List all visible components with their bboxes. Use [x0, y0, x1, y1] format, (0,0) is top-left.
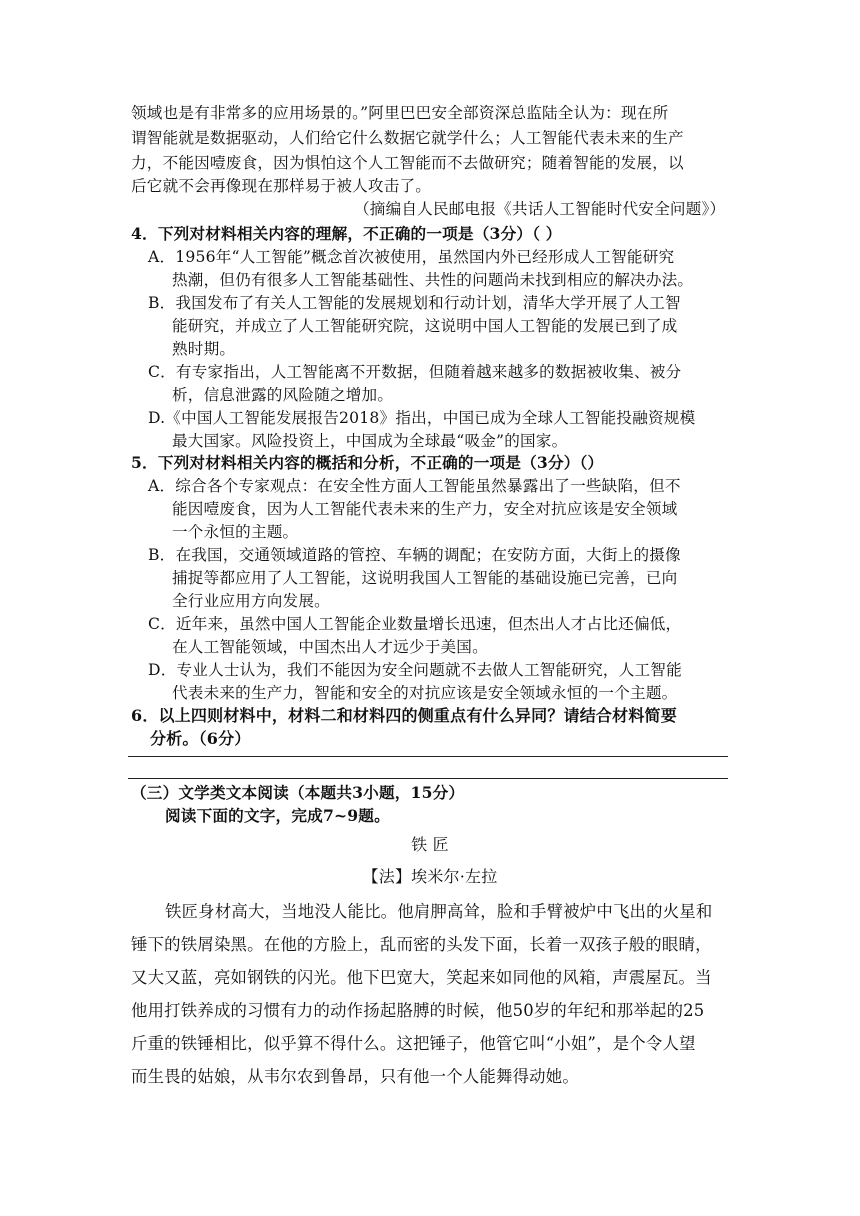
story-author: 【法】埃米尔·左拉 — [362, 867, 498, 886]
story-para-line-3: 又大又蓝，亮如钢铁的闪光。他下巴宽大，笑起来如同他的风箱，声震屋瓦。当 — [131, 968, 712, 987]
q5-option-d-line-2: 代表未来的生产力，智能和安全的对抗应该是安全领域永恒的一个主题。 — [172, 684, 678, 702]
q5-option-a-line-1: A．综合各个专家观点：在安全性方面人工智能虽然暴露出了一些缺陷，但不 — [148, 477, 681, 495]
q5-option-b-line-1: B．在我国，交通领域道路的管控、车辆的调配；在安防方面，大街上的摄像 — [148, 546, 681, 564]
q4-stem: 4．下列对材料相关内容的理解，不正确的一项是（3分）（ ） — [131, 224, 562, 243]
story-para-line-4: 他用打铁养成的习惯有力的动作扬起胳膊的时候，他50岁的年纪和那举起的25 — [131, 1001, 705, 1020]
q4-option-a-line-1: A．1956年“人工智能”概念首次被使用，虽然国内外已经形成人工智能研究 — [148, 248, 675, 266]
story-para-line-1: 铁匠身材高大，当地没人能比。他肩胛高耸，脸和手臂被炉中飞出的火星和 — [165, 902, 713, 921]
story-title: 铁 匠 — [411, 835, 449, 854]
q5-option-b-line-2: 捕捉等都应用了人工智能，这说明我国人工智能的基础设施已完善，已向 — [172, 569, 678, 587]
q5-option-c-line-2: 在人工智能领域，中国杰出人才远少于美国。 — [172, 638, 488, 656]
q6-stem-line-2: 分析。（6分） — [150, 729, 251, 748]
section-divider — [128, 778, 728, 779]
q5-option-d-line-1: D．专业人士认为，我们不能因为安全问题就不去做人工智能研究，人工智能 — [148, 661, 682, 679]
source-citation: （摘编自人民邮电报《共话人工智能时代安全问题》） — [354, 200, 726, 218]
q5-stem: 5．下列对材料相关内容的概括和分析，不正确的一项是（3分）（） — [131, 453, 604, 472]
answer-line[interactable] — [128, 756, 728, 757]
material-tail-line-1: 领域也是有非常多的应用场景的。”阿里巴巴安全部资深总监陆全认为：现在所 — [131, 104, 669, 122]
story-para-line-5: 斤重的铁锤相比，似乎算不得什么。这把锤子，他管它叫“小姐”，是个令人望 — [131, 1034, 696, 1053]
q4-option-a-line-2: 热潮，但仍有很多人工智能基础性、共性的问题尚未找到相应的解决办法。 — [172, 271, 694, 289]
material-tail-line-3: 力，不能因噎废食，因为惧怕这个人工智能而不去做研究；随着智能的发展，以 — [131, 154, 684, 172]
q4-option-c-line-2: 析，信息泄露的风险随之增加。 — [172, 386, 394, 404]
material-tail-line-2: 谓智能就是数据驱动，人们给它什么数据它就学什么；人工智能代表未来的生产 — [131, 129, 684, 147]
section3-heading: （三）文学类文本阅读（本题共3小题，15分） — [131, 783, 465, 802]
q6-stem-line-1: 6．以上四则材料中，材料二和材料四的侧重点有什么异同？请结合材料简要 — [131, 706, 677, 725]
q4-option-c-line-1: C．有专家指出，人工智能离不开数据，但随着越来越多的数据被收集、被分 — [148, 363, 682, 381]
q4-option-d-line-1: D.《中国人工智能发展报告2018》指出，中国已成为全球人工智能投融资规模 — [148, 409, 696, 427]
material-tail-line-4: 后它就不会再像现在那样易于被人攻击了。 — [131, 177, 432, 195]
q5-option-a-line-2: 能因噎废食，因为人工智能代表未来的生产力，安全对抗应该是安全领域 — [172, 500, 678, 518]
q4-option-b-line-1: B．我国发布了有关人工智能的发展规划和行动计划，清华大学开展了人工智 — [148, 294, 681, 312]
q5-option-c-line-1: C．近年来，虽然中国人工智能企业数量增长迅速，但杰出人才占比还偏低， — [148, 615, 682, 633]
section3-instruction: 阅读下面的文字，完成7~9题。 — [165, 806, 390, 825]
q5-option-b-line-3: 全行业应用方向发展。 — [172, 592, 330, 610]
story-para-line-6: 而生畏的姑娘，从韦尔农到鲁昂，只有他一个人能舞得动她。 — [131, 1067, 579, 1086]
q4-option-b-line-2: 能研究，并成立了人工智能研究院，这说明中国人工智能的发展已到了成 — [172, 317, 678, 335]
story-para-line-2: 锤下的铁屑染黑。在他的方脸上，乱而密的头发下面，长着一双孩子般的眼睛， — [131, 935, 712, 954]
q4-option-b-line-3: 熟时期。 — [172, 340, 236, 358]
q4-option-d-line-2: 最大国家。风险投资上，中国成为全球最“吸金”的国家。 — [172, 432, 568, 450]
q5-option-a-line-3: 一个永恒的主题。 — [172, 523, 299, 541]
